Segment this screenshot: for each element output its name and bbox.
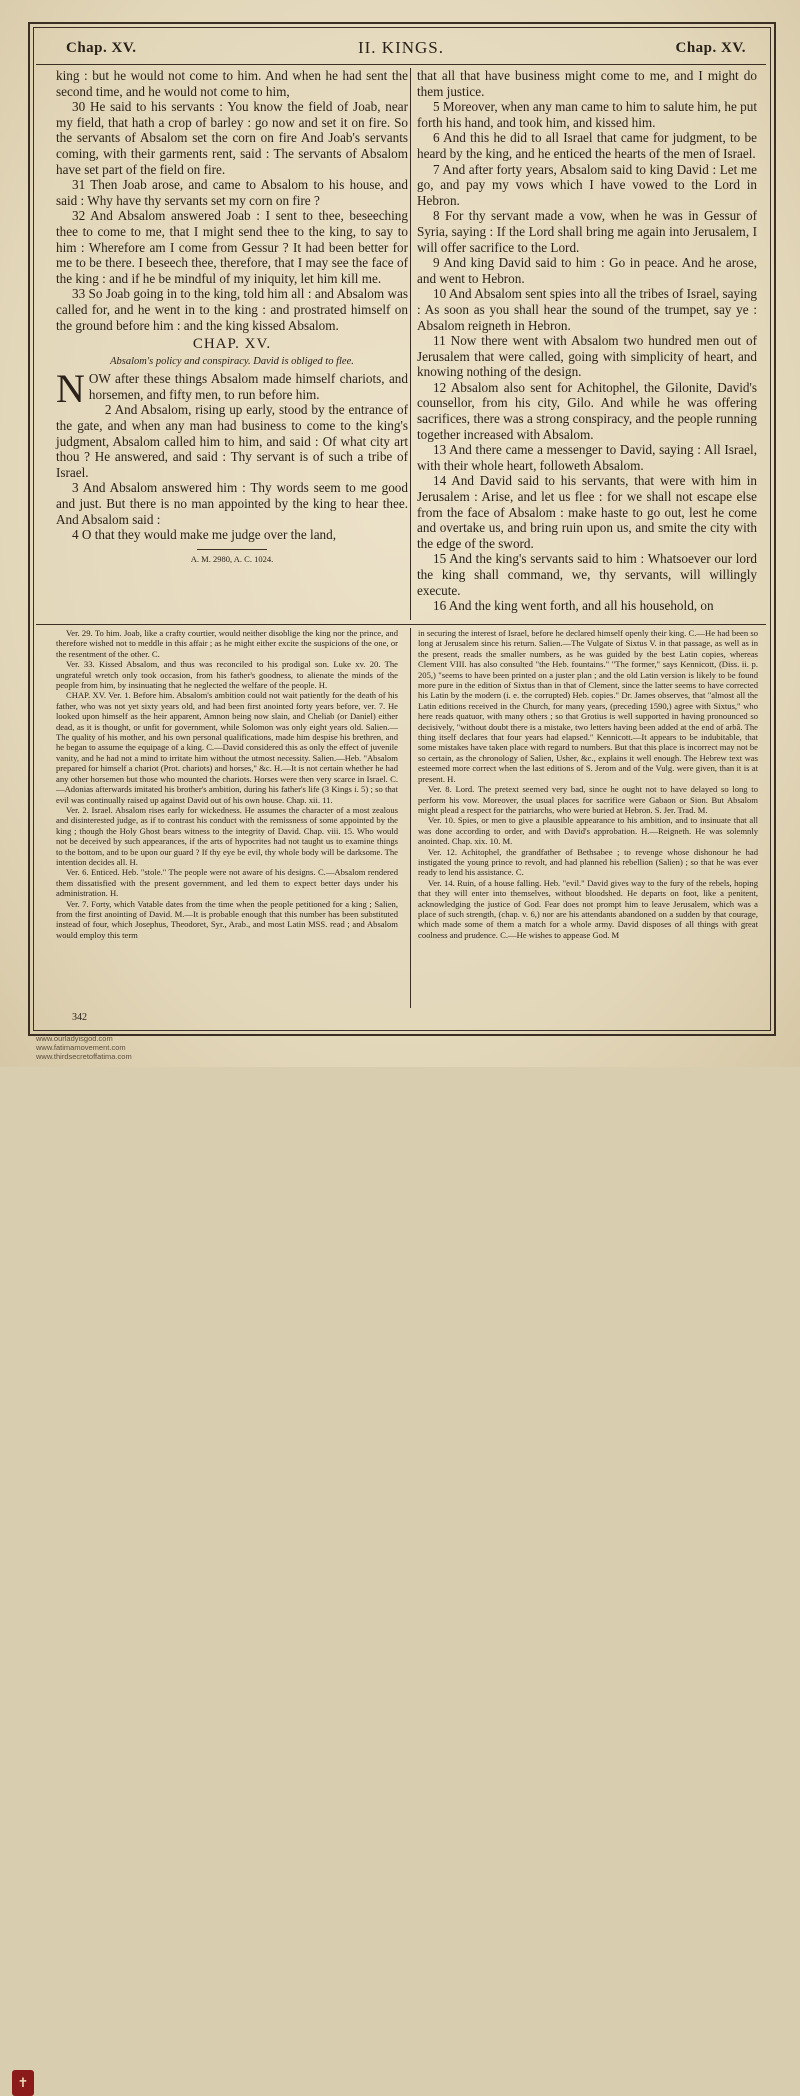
commentary-note: in securing the interest of Israel, before he declared himself openly their king. C.—He had been so long at Jerusalem since his return. Salien.—The Vulgate of Sixtus V. in that passage, as well as in the present, reads the smaller numbers, as he was guided by the best Latin copies, whereas Clement VIII. has also consulted "the Heb. fountains." "The former," says Kennicott, (Diss. ii. p. 205,) "seems to have been printed on a juster plan ; and the old Latin version is likely to be found more pure in the edition of Sixtus than in that of Clement, since the latter seems to have corrected his Latin by the modern (i. e. the corrupted) Heb. copies." Dr. James observes, that "almost all the Latin editions received in the Church, for many years, (preceding 1590,) agree with Sixtus," who here reads quatuor, with many others ; so that Grotius is well supported in having pronounced so decisively, "without doubt there is a mistake, two letters having been added at the end of arbâ. The thing itself declares that four years had elapsed." Kennicott.—It appears to be indubitable, that some mistakes have taken place with regard to numbers. But that this place is incorrect may not be so certain, as the chronology of Salien, Usher, &c., explains it well enough. The Hebrew text was esteemed more correct when the last editions of S. Jerom and of the Vulg. were given, than it is at present. H. (418, 628, 758, 784)
date-footnote: A. M. 2980, A. C. 1024. (190, 553, 274, 564)
commentary-column-left (56, 628, 398, 940)
verse-paragraph: 12 Absalom also sent for Achitophel, the Gilonite, David's counsellor, from his city, Gilo. And while he was offering sacrifices, there was a strong conspiracy, and the people running together increased with Absalom. (417, 379, 757, 442)
commentary-note: Ver. 7. Forty, which Vatable dates from the time when the people petitioned for a king ; Salien, from the first anointing of David. M.—It is probable enough that this number has been substituted instead of four, which Josephus, Theodoret, Syr., Arab., and most Latin MSS. read ; and Absalom would employ this term (56, 898, 398, 940)
header-chapter-left: Chap. XV. (66, 40, 137, 56)
commentary-note: Ver. 14. Ruin, of a house falling. Heb. "evil." David gives way to the fury of the rebels, hoping that they will enter into themselves, without bloodshed. He departs on foot, like a penitent, acknowledging the justice of God. Fear does not prompt him to leave Jerusalem, which was a place of such strength, (chap. v. 6,) nor are his attendants abandoned on a sudden by that courage, which made some of them a match for a whole army. David disposes of all things with great coolness and prudence. C.—He wishes to appease God. M (418, 877, 758, 940)
text-column-right (417, 68, 757, 614)
text-column-left (56, 68, 408, 567)
commentary-note: CHAP. XV. Ver. 1. Before him. Absalom's ambition could not wait patiently for the death of his father, who was not yet sixty years old, and had been first anointed forty years before, ver. 7. He looked upon himself as the heir apparent, Amnon being now slain, and Cheliab (or Daniel) either dead, as it is thought, or unfit for government, while Solomon was only eight years old. Salien.—The quality of his mother, and his own personal qualifications, made him despise his brethren, and he began to assume the equipage of a king. C.—David considered this as only the effect of juvenile vanity, and he had not a mind to irritate him without the utmost necessity. Salien.—Heb. "Absalom prepared for himself a chariot (Prot. chariots) and horses," &c. H.—It is not certain whether he had any other horsemen but those who mounted the chariots. Horses were then very scarce in Israel. C.—Adonias afterwards imitated his brother's ambition, during his father's life (3 Kings i. 5) ; so that evil was continually raised up against David out of his own house. Chap. xii. 11. (56, 690, 398, 805)
commentary-note: Ver. 33. Kissed Absalom, and thus was reconciled to his prodigal son. Luke xv. 20. The ungrateful wretch only took occasion, from his father's goodness, to alienate the minds of the people from him, by insinuating that he neglected the welfare of the people. H. (56, 659, 398, 691)
verse-paragraph: 4 O that they would make me judge over the land, (72, 527, 337, 543)
watermark-link: www.ourladyisgod.com (36, 1034, 113, 1043)
verse-text: OW after these things Absalom made himself chariots, and horsemen, and fifty men, to run before him. (88, 371, 408, 402)
commentary-note: Ver. 6. Enticed. Heb. "stole." The people were not aware of his designs. C.—Absalom rendered them dissatisfied with the present government, and led them to expect better days under his administration. H. (56, 867, 398, 899)
verse-paragraph: 13 And there came a messenger to David, saying : All Israel, with their whole heart, followeth Absalom. (417, 442, 757, 473)
commentary-note: Ver. 2. Israel. Absalom rises early for wickedness. He assumes the character of a most zealous and disinterested judge, as if to contrast his conduct with the remissness of some appointed by the king ; though the Holy Ghost bears witness to the integrity of David. Chap. viii. 15. Who would not be deceived by such appearances, if the arts of hypocrites had not taught us to examine things to the bottom, and to be upon our guard ? If thy eye be evil, thy whole body will be darksome. The intention decides all. H. (56, 804, 398, 867)
verse-paragraph: 10 And Absalom sent spies into all the tribes of Israel, saying : As soon as you shall hear the sound of the trumpet, say ye : Absalom reigneth in Hebron. (417, 286, 757, 333)
verse-paragraph: 16 And the king went forth, and all his household, on (433, 598, 714, 614)
verse-paragraph: 5 Moreover, when any man came to him to salute him, he put forth his hand, and took him, and kissed him. (417, 99, 757, 130)
watermark-link: www.thirdsecretoffatima.com (36, 1052, 132, 1061)
verse-paragraph: 3 And Absalom answered him : Thy words seem to me good and just. But there is no man appointed by the king to hear thee. And Absalom said : (56, 480, 408, 527)
commentary-note: Ver. 29. To him. Joab, like a crafty courtier, would neither disoblige the king nor the prince, and therefore wished not to meddle in this affair ; as he might either excite the suspicions of the one, or the resentment of the other. C. (56, 628, 398, 659)
cross-seal-icon: ✝ (12, 2070, 34, 2096)
commentary-column-right (418, 628, 758, 940)
watermark-links (36, 1034, 132, 1061)
commentary-note: Ver. 10. Spies, or men to give a plausible appearance to his ambition, and to insinuate that all was done according to order, and with David's approbation. H.—Reigneth. He was solemnly anointed. Chap. xix. 10. M. (418, 815, 758, 847)
verse-paragraph: that all that have business might come to me, and I might do them justice. (417, 68, 757, 99)
footnote-rule (197, 549, 267, 550)
verse-paragraph: 11 Now there went with Absalom two hundred men out of Jerusalem that were called, going with simplicity of heart, and knowing nothing of the design. (417, 333, 757, 380)
drop-cap: N (56, 366, 85, 412)
verse-paragraph: 2 And Absalom, rising up early, stood by the entrance of the gate, and when any man had business to come to the king's judgment, Absalom called him to him, and said : Of what city art thou ? He answered, and said : Thy servant is of such a tribe of Israel. (56, 402, 408, 480)
chapter-title: CHAP. XV. (192, 336, 272, 353)
verse-paragraph: 7 And after forty years, Absalom said to king David : Let me go, and pay my vows which I have vowed to the Lord in Hebron. (417, 161, 757, 208)
running-header (36, 38, 766, 64)
verse-paragraph: 31 Then Joab arose, and came to Absalom to his house, and said : Why have thy servants set my corn on fire ? (56, 177, 408, 208)
verse-paragraph: 9 And king David said to him : Go in peace. And he arose, and went to Hebron. (417, 255, 757, 286)
verse-paragraph: king : but he would not come to him. And when he had sent the second time, and he would not come to him, (56, 68, 408, 99)
commentary-note: Ver. 8. Lord. The pretext seemed very bad, since he ought not to have delayed so long to perform his vow. Moreover, the usual places for sacrifice were Gabaon or Sion. But Absalom might plead a respect for the patriarchs, who were buried at Hebron. S. Jer. Trad. M. (418, 784, 758, 815)
header-chapter-right: Chap. XV. (675, 40, 746, 56)
verse-paragraph: 14 And David said to his servants, that were with him in Jerusalem : Arise, and let us flee : for we shall not escape else from the face of Absalom : make haste to go out, lest he come and overtake us, and bring ruin upon us, and smite the city with the edge of the sword. (417, 473, 757, 551)
verse-paragraph: 8 For thy servant made a vow, when he was in Gessur of Syria, saying : If the Lord shall bring me again into Jerusalem, I will offer sacrifice to the Lord. (417, 208, 757, 255)
watermark-link: www.fatimamovement.com (36, 1043, 126, 1052)
header-book-title: II. KINGS. (357, 38, 445, 57)
column-divider (410, 68, 411, 620)
page-number: 342 (72, 1012, 87, 1023)
commentary-note: Ver. 12. Achitophel, the grandfather of Bethsabee ; to revenge whose dishonour he had instigated the young prince to revolt, and had planned his rebellion (Salien) ; so that he was ever ready to lend his assistance. C. (418, 846, 758, 878)
verse-paragraph-first (56, 366, 408, 412)
chapter-summary: Absalom's policy and conspiracy. David is obliged to flee. (110, 355, 354, 367)
commentary-rule (36, 624, 766, 625)
verse-paragraph: 15 And the king's servants said to him : Whatsoever our lord the king shall command, we, thy servants, will willingly execute. (417, 551, 757, 598)
verse-paragraph: 32 And Absalom answered Joab : I sent to thee, beseeching thee to come to me, that I might send thee to the king, to say to him : Wherefore am I come from Gessur ? It had been better for me to be there. I beseech thee, therefore, that I may see the face of the king : and if he be mindful of my iniquity, let him kill me. (56, 208, 408, 286)
verse-paragraph: 30 He said to his servants : You know the field of Joab, near my field, that hath a crop of barley : go now and set it on fire. So the servants of Absalom set the corn on fire And Joab's servants coming, with their garments rent, said : The servants of Absalom have set part of the field on fire. (56, 99, 408, 177)
verse-paragraph: 33 So Joab going in to the king, told him all : and Absalom was called for, and he went in to the king : and prostrated himself on the ground before him : and the king kissed Absalom. (56, 286, 408, 333)
verse-paragraph: 6 And this he did to all Israel that came for judgment, to be heard by the king, and he enticed the hearts of the men of Israel. (417, 130, 757, 161)
header-rule (36, 64, 766, 65)
commentary-divider (410, 628, 411, 1008)
